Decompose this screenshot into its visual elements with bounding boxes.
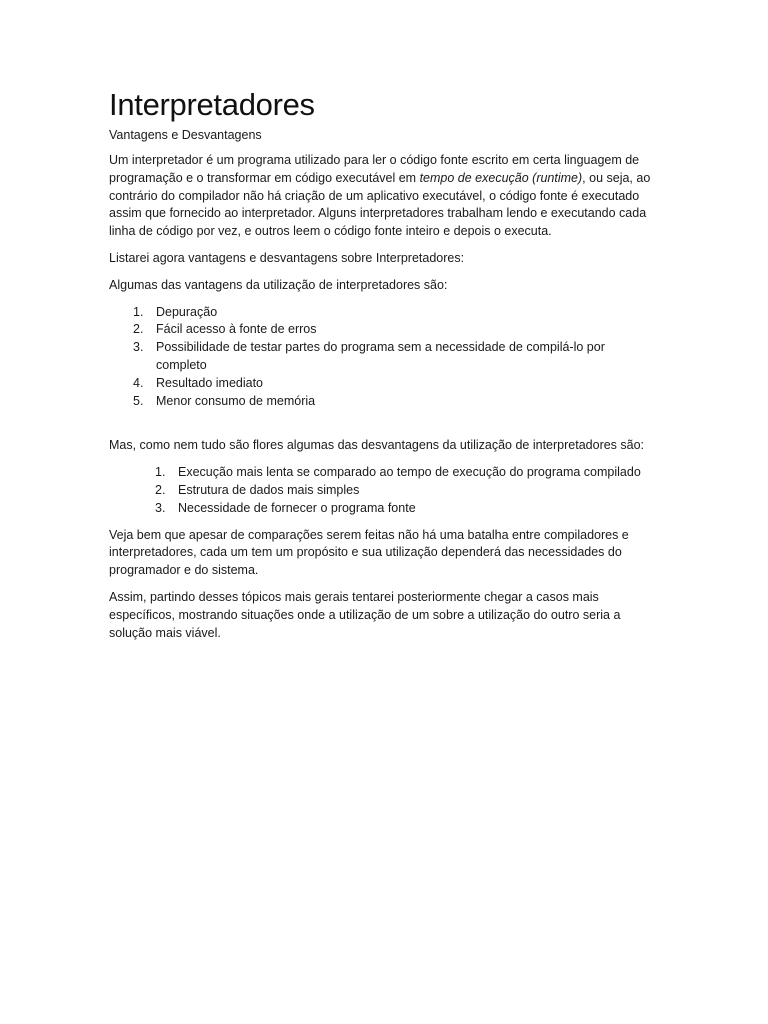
list-number: 1. (155, 465, 166, 480)
list-number: 4. (133, 375, 144, 390)
list-item-text: Execução mais lenta se comparado ao tempo de execução do programa compilado (178, 465, 641, 480)
intro-text-part1: Um interpretador é um programa utilizado para ler o código fonte escrito em certa linguagem de programação e o transformar em código executável em (109, 153, 640, 185)
list-number: 5. (133, 393, 144, 408)
veja-paragraph: Veja bem que apesar de comparações serem feitas não há uma batalha entre compiladores e interpretadores, cada um tem um propósito e sua utilização dependerá das necessidades do programador e do sistema. (109, 527, 629, 578)
list-item-text: Fácil acesso à fonte de erros (156, 322, 317, 337)
assim-paragraph: Assim, partindo desses tópicos mais gerais tentarei posteriormente chegar a casos mais específicos, mostrando situações onde a utilização de um sobre a utilização do outro seria a solução mais viável. (109, 589, 621, 640)
list-item (109, 339, 657, 375)
disadvantages-list (109, 464, 657, 517)
list-item-text: Possibilidade de testar partes do programa sem a necessidade de compilá-lo por completo (156, 340, 605, 372)
list-item (109, 375, 657, 393)
document-subtitle: Vantagens e Desvantagens (109, 128, 262, 142)
list-item (109, 321, 657, 339)
intro-text-part2: , ou seja, ao contrário do compilador não há criação de um aplicativo executável, o código fonte é executado assim que fornecido ao interpretador. Alguns interpretadores trabalham lendo e executando cada linha de código por vez, e outros leem o código fonte inteiro e depois o executa. (109, 170, 651, 239)
list-item-text: Estrutura de dados mais simples (178, 482, 360, 497)
document-title: Interpretadores (109, 87, 315, 122)
list-number: 2. (133, 322, 144, 337)
list-item (109, 500, 657, 518)
list-number: 1. (133, 304, 144, 319)
list-item-text: Necessidade de fornecer o programa fonte (178, 500, 416, 515)
list-item (109, 464, 657, 482)
list-item-text: Menor consumo de memória (156, 393, 316, 408)
intro-paragraph (109, 152, 657, 241)
spacer (109, 419, 657, 437)
advantages-intro: Algumas das vantagens da utilização de interpretadores são: (109, 277, 448, 292)
list-number: 3. (133, 340, 144, 355)
listarei-paragraph: Listarei agora vantagens e desvantagens sobre Interpretadores: (109, 250, 465, 265)
disadvantages-intro: Mas, como nem tudo são flores algumas das desvantagens da utilização de interpretadores são: (109, 438, 645, 453)
list-item-text: Depuração (156, 304, 218, 319)
advantages-list (109, 304, 657, 411)
list-number: 3. (155, 500, 166, 515)
list-number: 2. (155, 482, 166, 497)
document-page (109, 84, 657, 651)
list-item (109, 393, 657, 411)
list-item (109, 482, 657, 500)
intro-text-italic: tempo de execução (runtime) (419, 170, 583, 185)
list-item (109, 304, 657, 322)
list-item-text: Resultado imediato (156, 375, 264, 390)
